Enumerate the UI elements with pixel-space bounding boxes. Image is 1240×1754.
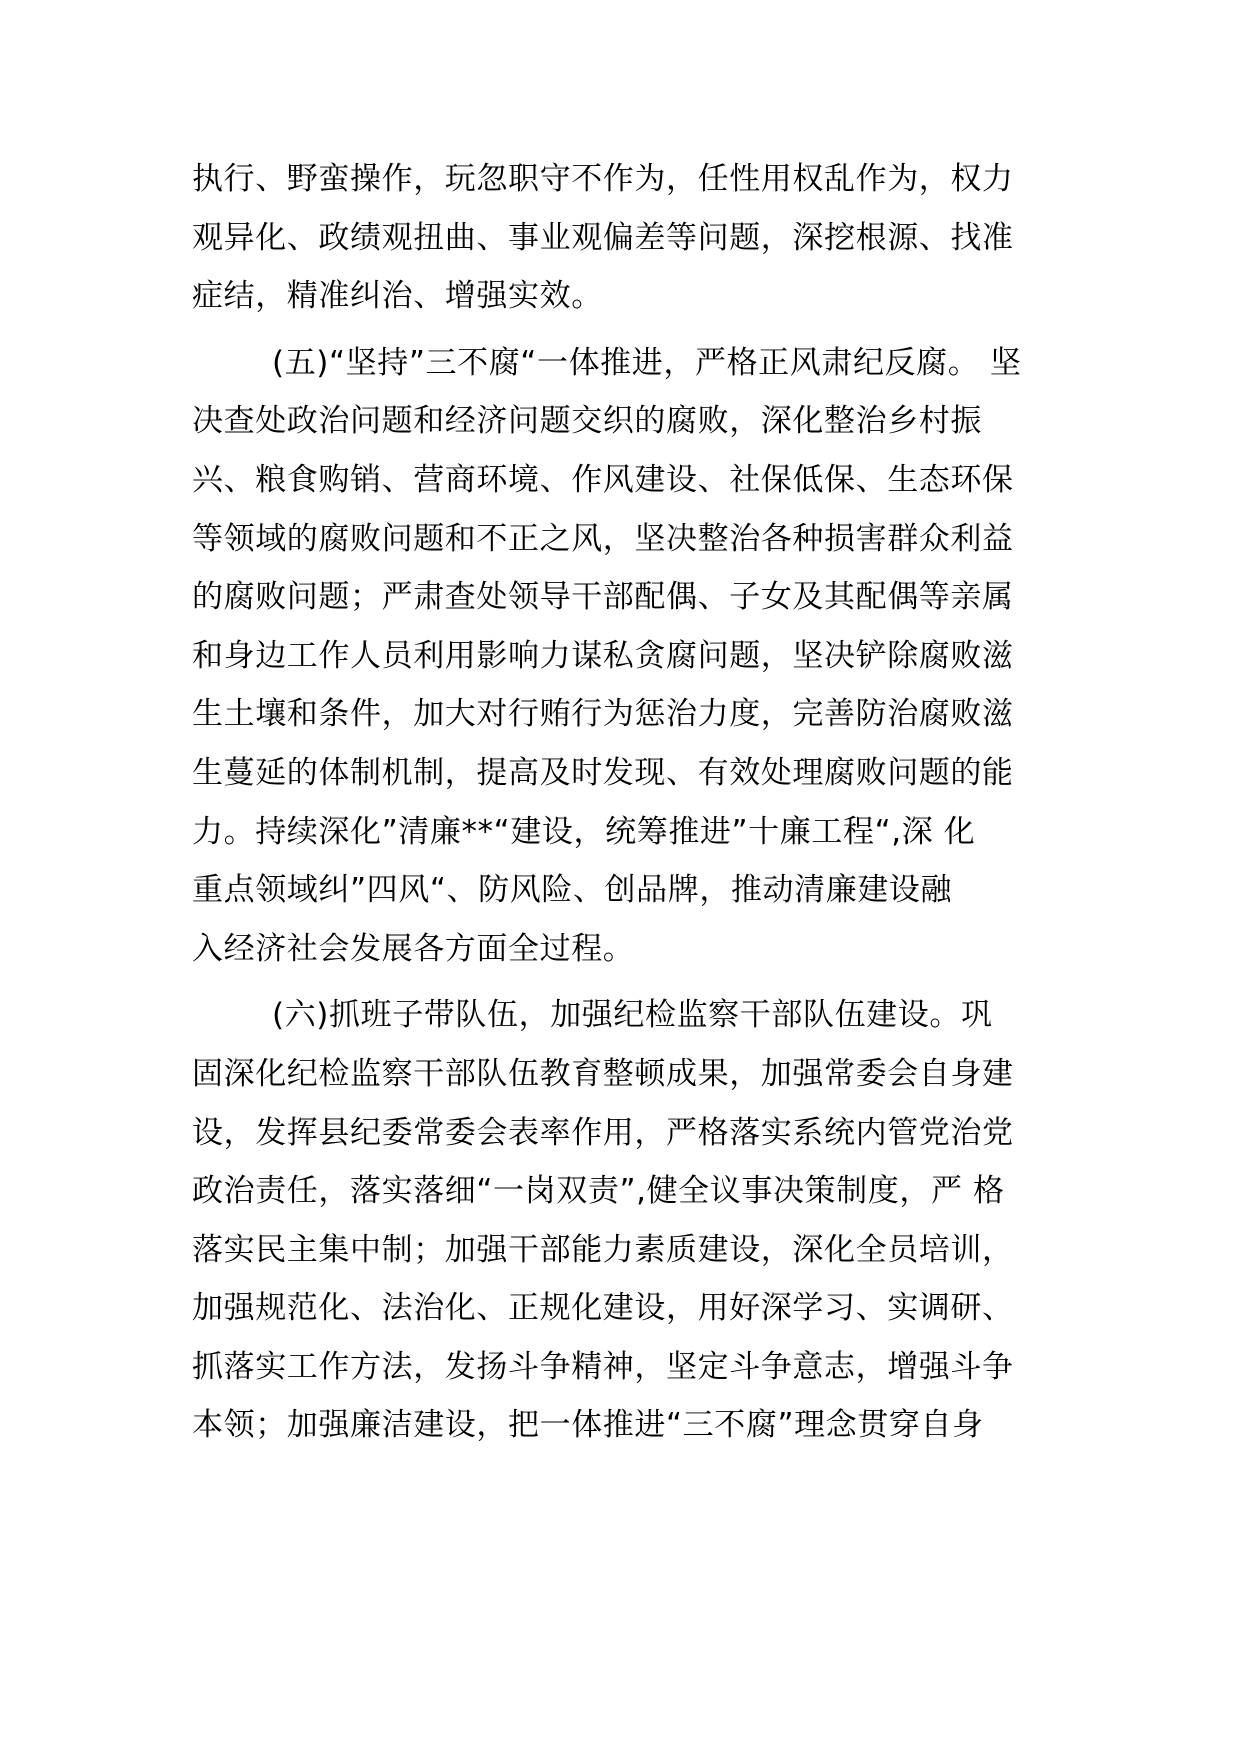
text-line: 和身边工作人员利用影响力谋私贪腐问题，坚决铲除腐败滋 — [192, 637, 1014, 674]
text-line: 生土壤和条件，加大对行贿行为惩治力度，完善防治腐败滋 — [192, 696, 1014, 733]
document-body — [192, 150, 1072, 1455]
text-line: 症结，精准纠治、增强实效。 — [192, 278, 603, 315]
text-line: 入经济社会发展各方面全过程。 — [192, 930, 635, 967]
text-line: 兴、粮食购销、营商环境、作风建设、社保低保、生态环保 — [192, 461, 1014, 498]
text-line: 等领域的腐败问题和不正之风，坚决整治各种损害群众利益 — [192, 520, 1014, 557]
section-six-paragraph — [192, 986, 1072, 1455]
section-five-paragraph — [192, 334, 1072, 979]
text-line: 力。持续深化”清廉**“建设，统筹推进”十廉工程“,深 化 — [192, 813, 976, 850]
paragraph-spacer — [192, 326, 1072, 334]
text-line: 设，发挥县纪委常委会表率作用，严格落实系统内管党治党 — [192, 1114, 1014, 1151]
text-line: 政治责任，落实落细“一岗双责”,健全议事决策制度，严 格 — [192, 1173, 1005, 1210]
text-line: 固深化纪检监察干部队伍教育整顿成果，加强常委会自身建 — [192, 1055, 1014, 1092]
text-line: 本领；加强廉洁建设，把一体推进“三不腐”理念贯穿自身 — [192, 1407, 984, 1444]
text-line: 加强规范化、法治化、正规化建设，用好深学习、实调研、 — [192, 1290, 1014, 1327]
text-line: 观异化、政绩观扭曲、事业观偏差等问题，深挖根源、找准 — [192, 219, 1014, 256]
section-five-heading-line: (五)“坚持”三不腐“一体推进，严格正风肃纪反腐。 坚 — [272, 344, 1022, 381]
text-line: 生蔓延的体制机制，提高及时发现、有效处理腐败问题的能 — [192, 754, 1014, 791]
text-line: 落实民主集中制；加强干部能力素质建设，深化全员培训， — [192, 1231, 1014, 1268]
paragraph-continuation — [192, 150, 1072, 326]
text-line: 决查处政治问题和经济问题交织的腐败，深化整治乡村振 — [192, 403, 982, 440]
section-six-heading-line: (六)抓班子带队伍，加强纪检监察干部队伍建设。巩 — [272, 997, 993, 1034]
text-line: 抓落实工作方法，发扬斗争精神，坚定斗争意志，增强斗争 — [192, 1348, 1014, 1385]
text-line: 执行、野蛮操作，玩忽职守不作为，任性用权乱作为，权力 — [192, 161, 1014, 197]
paragraph-spacer — [192, 978, 1072, 986]
text-line: 的腐败问题；严肃查处领导干部配偶、子女及其配偶等亲属 — [192, 579, 1014, 616]
text-line: 重点领域纠”四风“、防风险、创品牌，推动清廉建设融 — [192, 872, 953, 909]
